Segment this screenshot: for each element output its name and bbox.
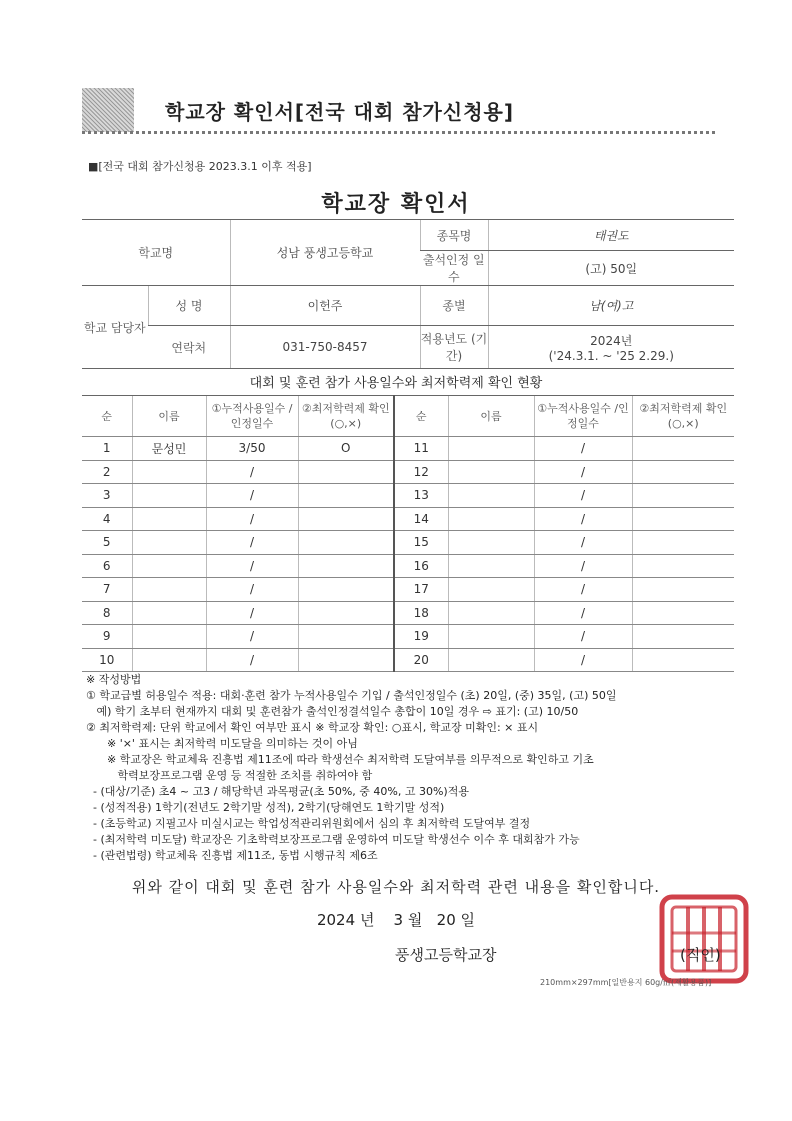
col-no: 순 — [394, 396, 448, 437]
cell-days: / — [534, 531, 632, 555]
cell-no: 13 — [394, 484, 448, 508]
instruction-line: ※ 학교장은 학교체육 진흥법 제11조에 따라 학생선수 최저학력 도달여부를 의무적으로 확인하고 기초 — [86, 753, 594, 766]
year-period: ('24.3.1. ~ '25 2.29.) — [548, 348, 674, 363]
cell-no: 20 — [394, 648, 448, 672]
cell-days: / — [534, 484, 632, 508]
cell-name — [448, 437, 534, 461]
cell-no: 19 — [394, 625, 448, 649]
info-table — [82, 219, 734, 369]
cell-check — [632, 531, 734, 555]
cell-no: 3 — [82, 484, 132, 508]
cell-no: 6 — [82, 554, 132, 578]
instructions — [86, 672, 746, 864]
cell-name — [132, 531, 206, 555]
col-check: ②최저학력제 확인(○,×) — [298, 396, 394, 437]
cell-check — [298, 625, 394, 649]
cell-name — [132, 648, 206, 672]
cell-check — [298, 460, 394, 484]
year-value: 2024년 — [590, 333, 633, 348]
cell-check — [632, 437, 734, 461]
cell-days: / — [534, 625, 632, 649]
header-divider — [82, 131, 715, 134]
year-label: 적용년도 (기간) — [420, 326, 488, 369]
attend-value: (고) 50일 — [488, 251, 734, 286]
date-day: 20 — [436, 911, 456, 929]
cell-check — [298, 531, 394, 555]
cell-no: 18 — [394, 601, 448, 625]
cell-days: / — [534, 460, 632, 484]
cell-check — [632, 625, 734, 649]
col-days: ①누적사용일수 /인정일수 — [206, 396, 298, 437]
cell-days: / — [206, 460, 298, 484]
cell-days: / — [534, 601, 632, 625]
cell-check — [632, 554, 734, 578]
cell-check — [632, 507, 734, 531]
year-cell — [488, 326, 734, 369]
cell-no: 5 — [82, 531, 132, 555]
cell-name — [448, 531, 534, 555]
cell-check — [632, 578, 734, 602]
col-days: ①누적사용일수 /인정일수 — [534, 396, 632, 437]
cell-no: 2 — [82, 460, 132, 484]
table-row — [82, 601, 734, 625]
table-row — [82, 578, 734, 602]
cell-name — [132, 601, 206, 625]
cell-days: 3/50 — [206, 437, 298, 461]
paper-spec: 210mm×297mm[일반용지 60g/㎡(재활용품)] — [540, 978, 712, 987]
cell-days: / — [534, 507, 632, 531]
header-pattern-box — [82, 88, 134, 132]
type-value: 남(여)고 — [488, 286, 734, 326]
cell-days: / — [206, 578, 298, 602]
cell-name — [448, 554, 534, 578]
document-title: 학교장 확인서 — [321, 192, 471, 217]
cell-name — [132, 625, 206, 649]
instruction-line: ※ '×' 표시는 최저학력 미도달을 의미하는 것이 아님 — [86, 737, 358, 750]
cell-name — [132, 554, 206, 578]
manager-label: 학교 담당자 — [82, 286, 148, 369]
cell-no: 15 — [394, 531, 448, 555]
cell-no: 7 — [82, 578, 132, 602]
cell-name — [448, 601, 534, 625]
table-row — [82, 484, 734, 508]
cell-no: 12 — [394, 460, 448, 484]
cell-days: / — [206, 601, 298, 625]
cell-check — [632, 460, 734, 484]
cell-name — [448, 625, 534, 649]
instruction-line: 예) 학기 초부터 현재까지 대회 및 훈련참가 출석인정결석일수 총합이 10일 경우 ⇨ 표기: (고) 10/50 — [86, 705, 579, 718]
cell-no: 8 — [82, 601, 132, 625]
section-title: 대회 및 훈련 참가 사용일수와 최저학력제 확인 현황 — [249, 376, 543, 391]
confirmation-text: 위와 같이 대회 및 훈련 참가 사용일수와 최저학력 관련 내용을 확인합니다. — [131, 878, 661, 896]
status-table — [82, 395, 734, 672]
cell-no: 16 — [394, 554, 448, 578]
cell-no: 1 — [82, 437, 132, 461]
cell-check — [632, 484, 734, 508]
cell-days: / — [206, 484, 298, 508]
cell-name — [448, 648, 534, 672]
instruction-line: ① 학교급별 허용일수 적용: 대회·훈련 참가 누적사용일수 기입 / 출석인정일수 (초) 20일, (중) 35일, (고) 50일 — [86, 689, 617, 702]
col-name: 이름 — [132, 396, 206, 437]
cell-days: / — [534, 648, 632, 672]
cell-days: / — [206, 625, 298, 649]
table-row — [82, 554, 734, 578]
table-row — [82, 625, 734, 649]
table-row — [82, 648, 734, 672]
cell-name — [132, 484, 206, 508]
instruction-line: - (초등학교) 지필고사 미실시교는 학업성적관리위원회에서 심의 후 최저학력 도달여부 결정 — [86, 817, 531, 830]
cell-name — [448, 578, 534, 602]
col-no: 순 — [82, 396, 132, 437]
instruction-line: 학력보장프로그램 운영 등 적절한 조치를 취하여야 함 — [86, 769, 373, 782]
cell-check — [298, 507, 394, 531]
cell-no: 11 — [394, 437, 448, 461]
cell-check — [298, 601, 394, 625]
instruction-line: ② 최저학력제: 단위 학교에서 확인 여부만 표시 ※ 학교장 확인: ○표시, 학교장 미확인: × 표시 — [86, 721, 539, 734]
name-value: 이헌주 — [230, 286, 420, 326]
name-label: 성 명 — [148, 286, 230, 326]
date-month: 3 — [393, 911, 404, 929]
date-year: 2024 — [316, 911, 356, 929]
table-row — [82, 507, 734, 531]
cell-name — [448, 460, 534, 484]
header-title: 학교장 확인서[전국 대회 참가신청용] — [165, 100, 514, 124]
cell-name — [448, 507, 534, 531]
cell-check — [298, 554, 394, 578]
cell-no: 9 — [82, 625, 132, 649]
cell-days: / — [534, 578, 632, 602]
date-year-unit: 년 — [359, 911, 375, 929]
cell-days: / — [534, 554, 632, 578]
attend-label: 출석인정 일수 — [420, 251, 488, 286]
form-subtitle: ■[전국 대회 참가신청용 2023.3.1 이후 적용] — [88, 160, 312, 173]
contact-value: 031-750-8457 — [230, 326, 420, 369]
principal-name: 풍생고등학교장 — [395, 946, 497, 964]
instruction-line: ※ 작성방법 — [86, 673, 142, 686]
col-name: 이름 — [448, 396, 534, 437]
cell-days: / — [206, 531, 298, 555]
cell-days: / — [534, 437, 632, 461]
cell-check — [298, 648, 394, 672]
cell-name — [132, 507, 206, 531]
cell-no: 10 — [82, 648, 132, 672]
table-row — [82, 437, 734, 461]
cell-no: 14 — [394, 507, 448, 531]
seal-label: (직인) — [680, 946, 721, 964]
cell-name — [132, 460, 206, 484]
cell-no: 4 — [82, 507, 132, 531]
cell-days: / — [206, 507, 298, 531]
instruction-line: - (관련법령) 학교체육 진흥법 제11조, 동법 시행규칙 제6조 — [86, 849, 378, 862]
cell-check — [298, 578, 394, 602]
date-month-unit: 월 — [407, 911, 423, 929]
cell-check: O — [298, 437, 394, 461]
cell-name — [448, 484, 534, 508]
cell-check — [632, 648, 734, 672]
cell-check — [298, 484, 394, 508]
instruction-line: - (대상/기준) 초4 ~ 고3 / 해당학년 과목평균(초 50%, 중 40%, 고 30%)적용 — [86, 785, 469, 798]
contact-label: 연락처 — [148, 326, 230, 369]
col-check: ②최저학력제 확인(○,×) — [632, 396, 734, 437]
table-row — [82, 460, 734, 484]
cell-check — [632, 601, 734, 625]
cell-days: / — [206, 648, 298, 672]
instruction-line: - (최저학력 미도달) 학교장은 기초학력보장프로그램 운영하여 미도달 학생선수 이수 후 대회참가 가능 — [86, 833, 580, 846]
event-label: 종목명 — [420, 220, 488, 251]
cell-name: 문성민 — [132, 437, 206, 461]
table-row — [82, 531, 734, 555]
official-seal-stamp — [658, 893, 750, 985]
type-label: 종별 — [420, 286, 488, 326]
date-day-unit: 일 — [460, 911, 476, 929]
instruction-line: - (성적적용) 1학기(전년도 2학기말 성적), 2학기(당해연도 1학기말 성적) — [86, 801, 445, 814]
event-value: 태권도 — [488, 220, 734, 251]
cell-name — [132, 578, 206, 602]
cell-days: / — [206, 554, 298, 578]
cell-no: 17 — [394, 578, 448, 602]
school-label: 학교명 — [82, 220, 230, 286]
school-value: 성남 풍생고등학교 — [230, 220, 420, 286]
